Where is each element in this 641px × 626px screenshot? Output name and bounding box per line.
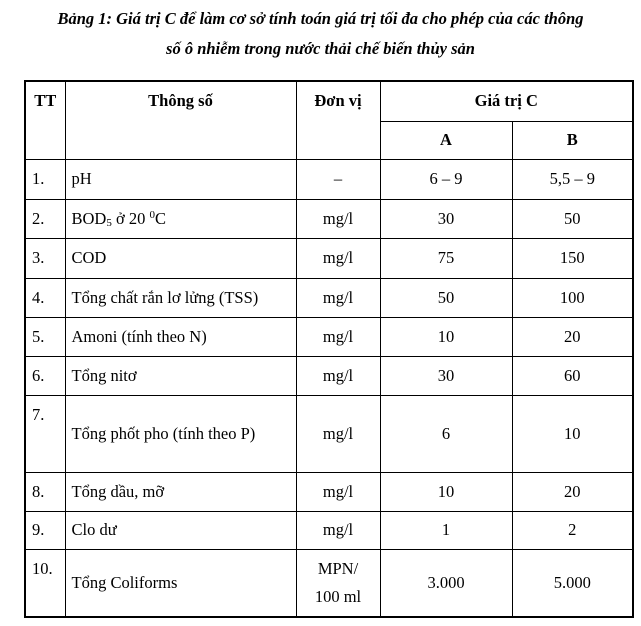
row-index: 1.	[25, 159, 65, 199]
header-row	[25, 81, 633, 121]
row-value-a: 50	[380, 278, 512, 317]
row-index: 3.	[25, 238, 65, 278]
row-unit: mg/l	[296, 238, 380, 278]
row-unit: –	[296, 159, 380, 199]
row-unit: mg/l	[296, 511, 380, 549]
row-unit: mg/l	[296, 395, 380, 472]
row-parameter: pH	[65, 159, 296, 199]
row-value-b: 2	[512, 511, 633, 549]
table-caption	[0, 4, 641, 64]
caption-line-2: số ô nhiễm trong nước thải chế biến thủy sản	[166, 39, 475, 58]
table-row	[25, 356, 633, 395]
row-index: 6.	[25, 356, 65, 395]
row-value-a: 30	[380, 356, 512, 395]
row-parameter	[65, 199, 296, 238]
row-index: 4.	[25, 278, 65, 317]
table-row	[25, 511, 633, 549]
row-value-a: 6	[380, 395, 512, 472]
header-col-b: B	[512, 121, 633, 159]
row-value-a: 10	[380, 472, 512, 511]
row-parameter: Tổng dầu, mỡ	[65, 472, 296, 511]
row-value-b: 5.000	[512, 549, 633, 617]
row-value-a: 75	[380, 238, 512, 278]
row-parameter: Amoni (tính theo N)	[65, 317, 296, 356]
row-parameter: COD	[65, 238, 296, 278]
row-index: 5.	[25, 317, 65, 356]
row-parameter: Tổng chất rắn lơ lửng (TSS)	[65, 278, 296, 317]
param-text: ở 20	[111, 208, 150, 228]
row-value-a: 6 – 9	[380, 159, 512, 199]
row-unit: mg/l	[296, 278, 380, 317]
param-text: C	[154, 208, 166, 228]
row-unit: mg/l	[296, 472, 380, 511]
row-unit	[296, 549, 380, 617]
param-subscript: 5	[106, 216, 112, 229]
row-value-b: 10	[512, 395, 633, 472]
caption-line-1: Bảng 1: Giá trị C để làm cơ sở tính toán giá trị tối đa cho phép của các thông	[57, 9, 584, 28]
row-index: 7.	[25, 395, 65, 472]
row-parameter: Tổng phốt pho (tính theo P)	[65, 395, 296, 472]
header-col-a: A	[380, 121, 512, 159]
row-unit: mg/l	[296, 199, 380, 238]
header-value-c: Giá trị C	[380, 81, 633, 121]
row-parameter: Clo dư	[65, 511, 296, 549]
unit-line-2: 100 ml	[314, 586, 362, 606]
header-tt: TT	[25, 81, 65, 159]
row-index: 8.	[25, 472, 65, 511]
param-text: BOD	[71, 208, 107, 228]
table-row	[25, 472, 633, 511]
row-index: 2.	[25, 199, 65, 238]
row-value-b: 50	[512, 199, 633, 238]
row-value-b: 5,5 – 9	[512, 159, 633, 199]
parameter-table	[24, 80, 634, 618]
row-unit: mg/l	[296, 317, 380, 356]
table-row	[25, 395, 633, 472]
row-parameter: Tổng nitơ	[65, 356, 296, 395]
row-index: 9.	[25, 511, 65, 549]
header-unit: Đơn vị	[296, 81, 380, 159]
table-row	[25, 278, 633, 317]
row-value-b: 20	[512, 472, 633, 511]
row-value-a: 3.000	[380, 549, 512, 617]
table-row	[25, 238, 633, 278]
row-value-a: 30	[380, 199, 512, 238]
row-value-b: 20	[512, 317, 633, 356]
unit-line-1: MPN/	[317, 558, 359, 578]
row-value-b: 100	[512, 278, 633, 317]
row-value-b: 150	[512, 238, 633, 278]
row-unit: mg/l	[296, 356, 380, 395]
table-row	[25, 317, 633, 356]
row-value-a: 10	[380, 317, 512, 356]
table-row	[25, 549, 633, 617]
row-value-b: 60	[512, 356, 633, 395]
header-parameter: Thông số	[65, 81, 296, 159]
table-row	[25, 159, 633, 199]
table-row	[25, 199, 633, 238]
param-superscript: 0	[149, 208, 155, 221]
row-index: 10.	[25, 549, 65, 617]
row-parameter: Tổng Coliforms	[65, 549, 296, 617]
row-value-a: 1	[380, 511, 512, 549]
